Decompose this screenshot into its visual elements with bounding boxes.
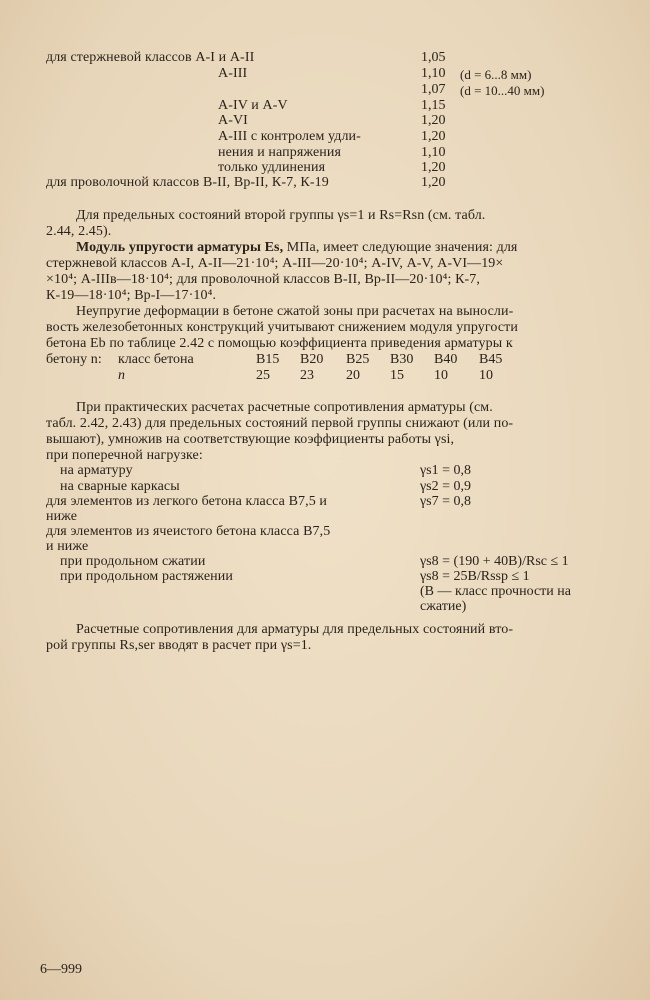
row-label: А-III с контролем удли- bbox=[218, 129, 361, 144]
class-cell: В25 bbox=[346, 352, 370, 367]
list-item: при продольном сжатии bbox=[60, 554, 206, 569]
list-item: на сварные каркасы bbox=[60, 479, 180, 494]
paragraph-line: К-19—18·10⁴; Вр-I—17·10⁴. bbox=[46, 288, 217, 303]
table-row-label: класс бетона bbox=[118, 352, 194, 367]
paragraph-line: бетона Eb по таблице 2.42 с помощью коэффициента приведения арматуры к bbox=[46, 336, 513, 351]
coef-value: γs8 = (190 + 40B)/Rsc ≤ 1 bbox=[420, 554, 569, 569]
row-value: 1,20 bbox=[421, 129, 446, 144]
paragraph-line: табл. 2.42, 2.43) для предельных состояний первой группы снижают (или по- bbox=[46, 416, 514, 431]
row-value: 1,20 bbox=[421, 160, 446, 175]
paragraph-line bbox=[76, 240, 517, 256]
paragraph-line: При практических расчетах расчетные сопротивления арматуры (см. bbox=[76, 400, 493, 415]
page-signature: 6—999 bbox=[40, 962, 82, 977]
list-item: при продольном растяжении bbox=[60, 569, 233, 584]
paragraph-text: МПа, имеет следующие значения: для bbox=[283, 240, 518, 255]
list-item: при поперечной нагрузке: bbox=[46, 448, 203, 463]
list-item: для элементов из ячеистого бетона класса В7,5 bbox=[46, 524, 331, 539]
n-cell: 10 bbox=[479, 368, 493, 383]
n-cell: 10 bbox=[434, 368, 448, 383]
row-label: для проволочной классов В-II, Вр-II, К-7, К-19 bbox=[46, 175, 329, 190]
class-cell: В45 bbox=[479, 352, 503, 367]
paragraph-line: Неупругие деформации в бетоне сжатой зоны при расчетах на выносли- bbox=[76, 304, 514, 319]
paragraph-line: рой группы Rs,ser вводят в расчет при γs=1. bbox=[46, 638, 312, 653]
row-value: 1,20 bbox=[421, 175, 446, 190]
paragraph-line: вость железобетонных конструкций учитывают снижением модуля упругости bbox=[46, 320, 518, 335]
list-item: ниже bbox=[46, 509, 78, 524]
row-value: 1,07 bbox=[421, 82, 446, 97]
row-note: (d = 10...40 мм) bbox=[460, 83, 545, 98]
n-cell: 15 bbox=[390, 368, 404, 383]
bold-heading: Модуль упругости арматуры Es, bbox=[76, 240, 284, 255]
row-value: 1,05 bbox=[421, 50, 446, 65]
coef-value: γs8 = 25B/Rssp ≤ 1 bbox=[420, 569, 530, 584]
row-label: для стержневой классов А-I и А-II bbox=[46, 50, 255, 65]
paragraph-line: бетону n: bbox=[46, 352, 102, 367]
coef-value: γs7 = 0,8 bbox=[420, 494, 472, 509]
coef-value: γs1 = 0,8 bbox=[420, 463, 472, 478]
coef-note: (В — класс прочности на bbox=[420, 584, 571, 599]
row-value: 1,20 bbox=[421, 113, 446, 128]
class-cell: В20 bbox=[300, 352, 324, 367]
row-note: (d = 6...8 мм) bbox=[460, 67, 532, 82]
paragraph-line: Для предельных состояний второй группы γs=1 и Rs=Rsn (см. табл. bbox=[76, 208, 486, 223]
coef-value: γs2 = 0,9 bbox=[420, 479, 472, 494]
class-cell: В30 bbox=[390, 352, 414, 367]
row-value: 1,10 bbox=[421, 145, 446, 160]
list-item: и ниже bbox=[46, 539, 89, 554]
paragraph-line: стержневой классов А-I, А-II—21·10⁴; А-III—20·10⁴; А-IV, А-V, А-VI—19× bbox=[46, 256, 504, 271]
paragraph-line: вышают), умножив на соответствующие коэффициенты работы γsi, bbox=[46, 432, 455, 447]
class-cell: В15 bbox=[256, 352, 280, 367]
list-item: для элементов из легкого бетона класса В7,5 и bbox=[46, 494, 327, 509]
class-cell: В40 bbox=[434, 352, 458, 367]
paragraph-line: Расчетные сопротивления для арматуры для предельных состояний вто- bbox=[76, 622, 514, 637]
row-label: нения и напряжения bbox=[218, 145, 342, 160]
row-label: А-IV и А-V bbox=[218, 98, 288, 113]
paragraph-line: 2.44, 2.45). bbox=[46, 224, 112, 239]
row-label: только удлинения bbox=[218, 160, 326, 175]
n-cell: 23 bbox=[300, 368, 314, 383]
row-label: А-VI bbox=[218, 113, 248, 128]
coef-note: сжатие) bbox=[420, 599, 467, 614]
table-row-label: n bbox=[118, 368, 125, 383]
paragraph-line: ×10⁴; А-IIIв—18·10⁴; для проволочной классов В-II, Вр-II—20·10⁴; К-7, bbox=[46, 272, 481, 287]
n-cell: 25 bbox=[256, 368, 270, 383]
row-value: 1,15 bbox=[421, 98, 446, 113]
row-value: 1,10 bbox=[421, 66, 446, 81]
list-item: на арматуру bbox=[60, 463, 133, 478]
row-label: А-III bbox=[218, 66, 248, 81]
n-cell: 20 bbox=[346, 368, 360, 383]
